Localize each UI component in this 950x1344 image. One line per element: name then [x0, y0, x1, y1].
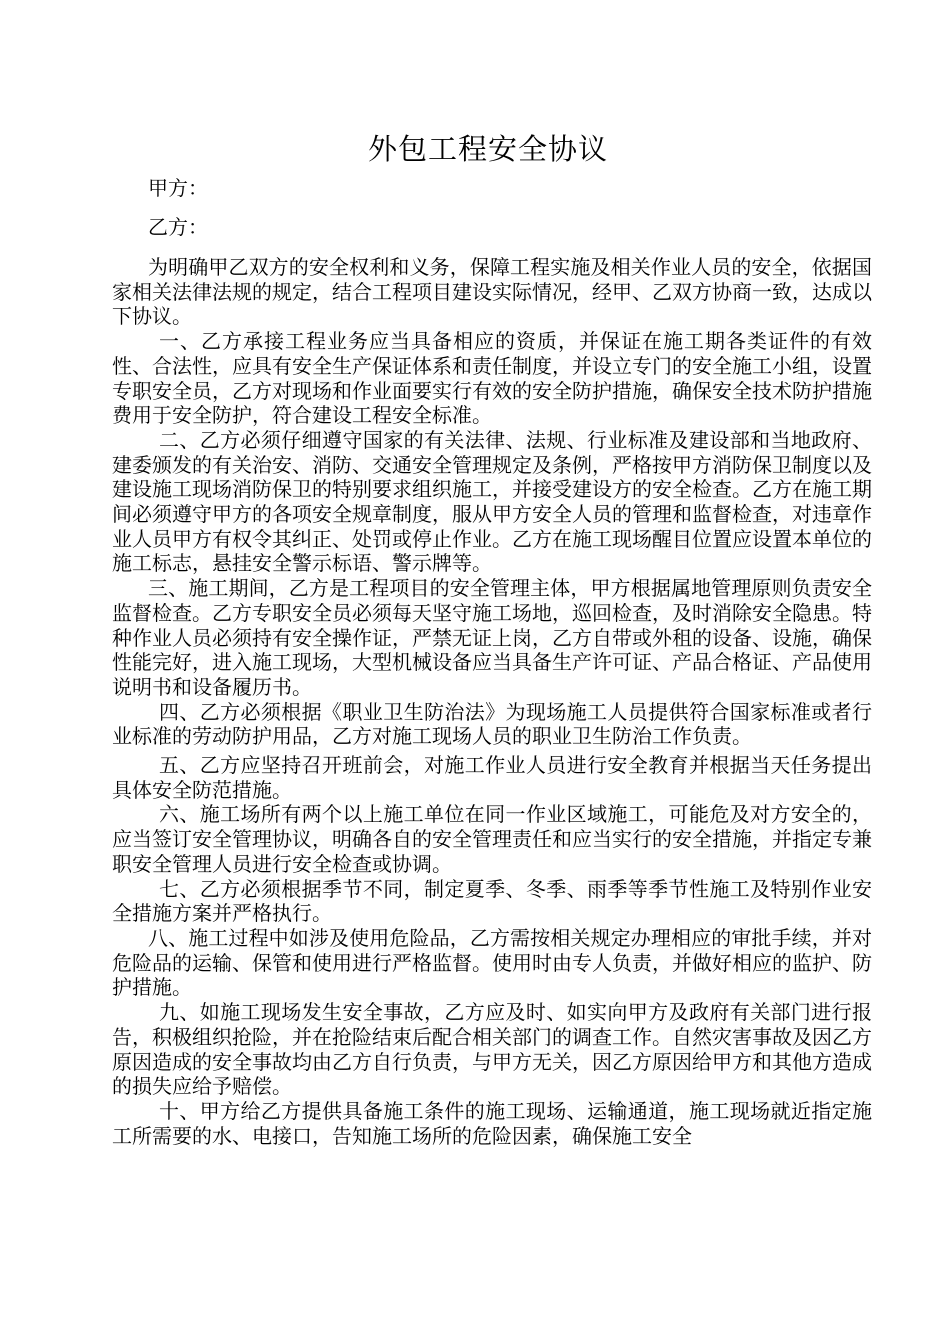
document-title: 外包工程安全协议: [367, 132, 608, 166]
clause-4-paragraph: 四、乙方必须根据《职业卫生防治法》为现场施工人员提供符合国家标准或者行业标准的劳动防护用品，乙方对施工现场人员的职业卫生防治工作负责。: [112, 699, 872, 749]
party-b-label: 乙方：: [148, 215, 208, 239]
agreement-body: [112, 255, 872, 1148]
clause-8-paragraph: 八、施工过程中如涉及使用危险品，乙方需按相关规定办理相应的审批手续，并对危险品的运输、保管和使用进行严格监督。使用时由专人负责，并做好相应的监护、防护措施。: [112, 925, 872, 1000]
clause-10-paragraph: 十、甲方给乙方提供具备施工条件的施工现场、运输通道，施工现场就近指定施工所需要的水、电接口，告知施工场所的危险因素，确保施工安全: [112, 1098, 872, 1148]
clause-9-paragraph: 九、如施工现场发生安全事故，乙方应及时、如实向甲方及政府有关部门进行报告，积极组织抢险，并在抢险结束后配合相关部门的调查工作。自然灾害事故及因乙方原因造成的安全事故均由乙方自行负责，与甲方无关，因乙方原因给甲方和其他方造成的损失应给予赔偿。: [112, 1000, 872, 1099]
clause-1-paragraph: 一、乙方承接工程业务应当具备相应的资质，并保证在施工期各类证件的有效性、合法性，应具有安全生产保证体系和责任制度，并设立专门的安全施工小组，设置专职安全员，乙方对现场和作业面要实行有效的安全防护措施，确保安全技术防护措施费用于安全防护，符合建设工程安全标准。: [112, 329, 872, 428]
clause-2-paragraph: 二、乙方必须仔细遵守国家的有关法律、法规、行业标准及建设部和当地政府、建委颁发的有关治安、消防、交通安全管理规定及条例，严格按甲方消防保卫制度以及建设施工现场消防保卫的特别要求组织施工，并接受建设方的安全检查。乙方在施工期间必须遵守甲方的各项安全规章制度，服从甲方安全人员的管理和监督检查，对违章作业人员甲方有权令其纠正、处罚或停止作业。乙方在施工现场醒目位置应设置本单位的施工标志，悬挂安全警示标语、警示牌等。: [112, 427, 872, 576]
preamble-paragraph: 为明确甲乙双方的安全权利和义务，保障工程实施及相关作业人员的安全，依据国家相关法律法规的规定，结合工程项目建设实际情况，经甲、乙双方协商一致，达成以下协议。: [112, 255, 872, 329]
party-a-label: 甲方：: [148, 176, 208, 200]
clause-7-paragraph: 七、乙方必须根据季节不同，制定夏季、冬季、雨季等季节性施工及特别作业安全措施方案并严格执行。: [112, 876, 872, 926]
clause-6-paragraph: 六、施工场所有两个以上施工单位在同一作业区域施工，可能危及对方安全的，应当签订安全管理协议，明确各自的安全管理责任和应当实行的安全措施，并指定专兼职安全管理人员进行安全检查或协调。: [112, 802, 872, 876]
clause-5-paragraph: 五、乙方应坚持召开班前会，对施工作业人员进行安全教育并根据当天任务提出具体安全防范措施。: [112, 753, 872, 802]
clause-3-paragraph: 三、施工期间，乙方是工程项目的安全管理主体，甲方根据属地管理原则负责安全监督检查。乙方专职安全员必须每天坚守施工场地，巡回检查，及时消除安全隐患。特种作业人员必须持有安全操作证，严禁无证上岗，乙方自带或外租的设备、设施，确保性能完好，进入施工现场，大型机械设备应当具备生产许可证、产品合格证、产品使用说明书和设备履历书。: [112, 576, 872, 699]
